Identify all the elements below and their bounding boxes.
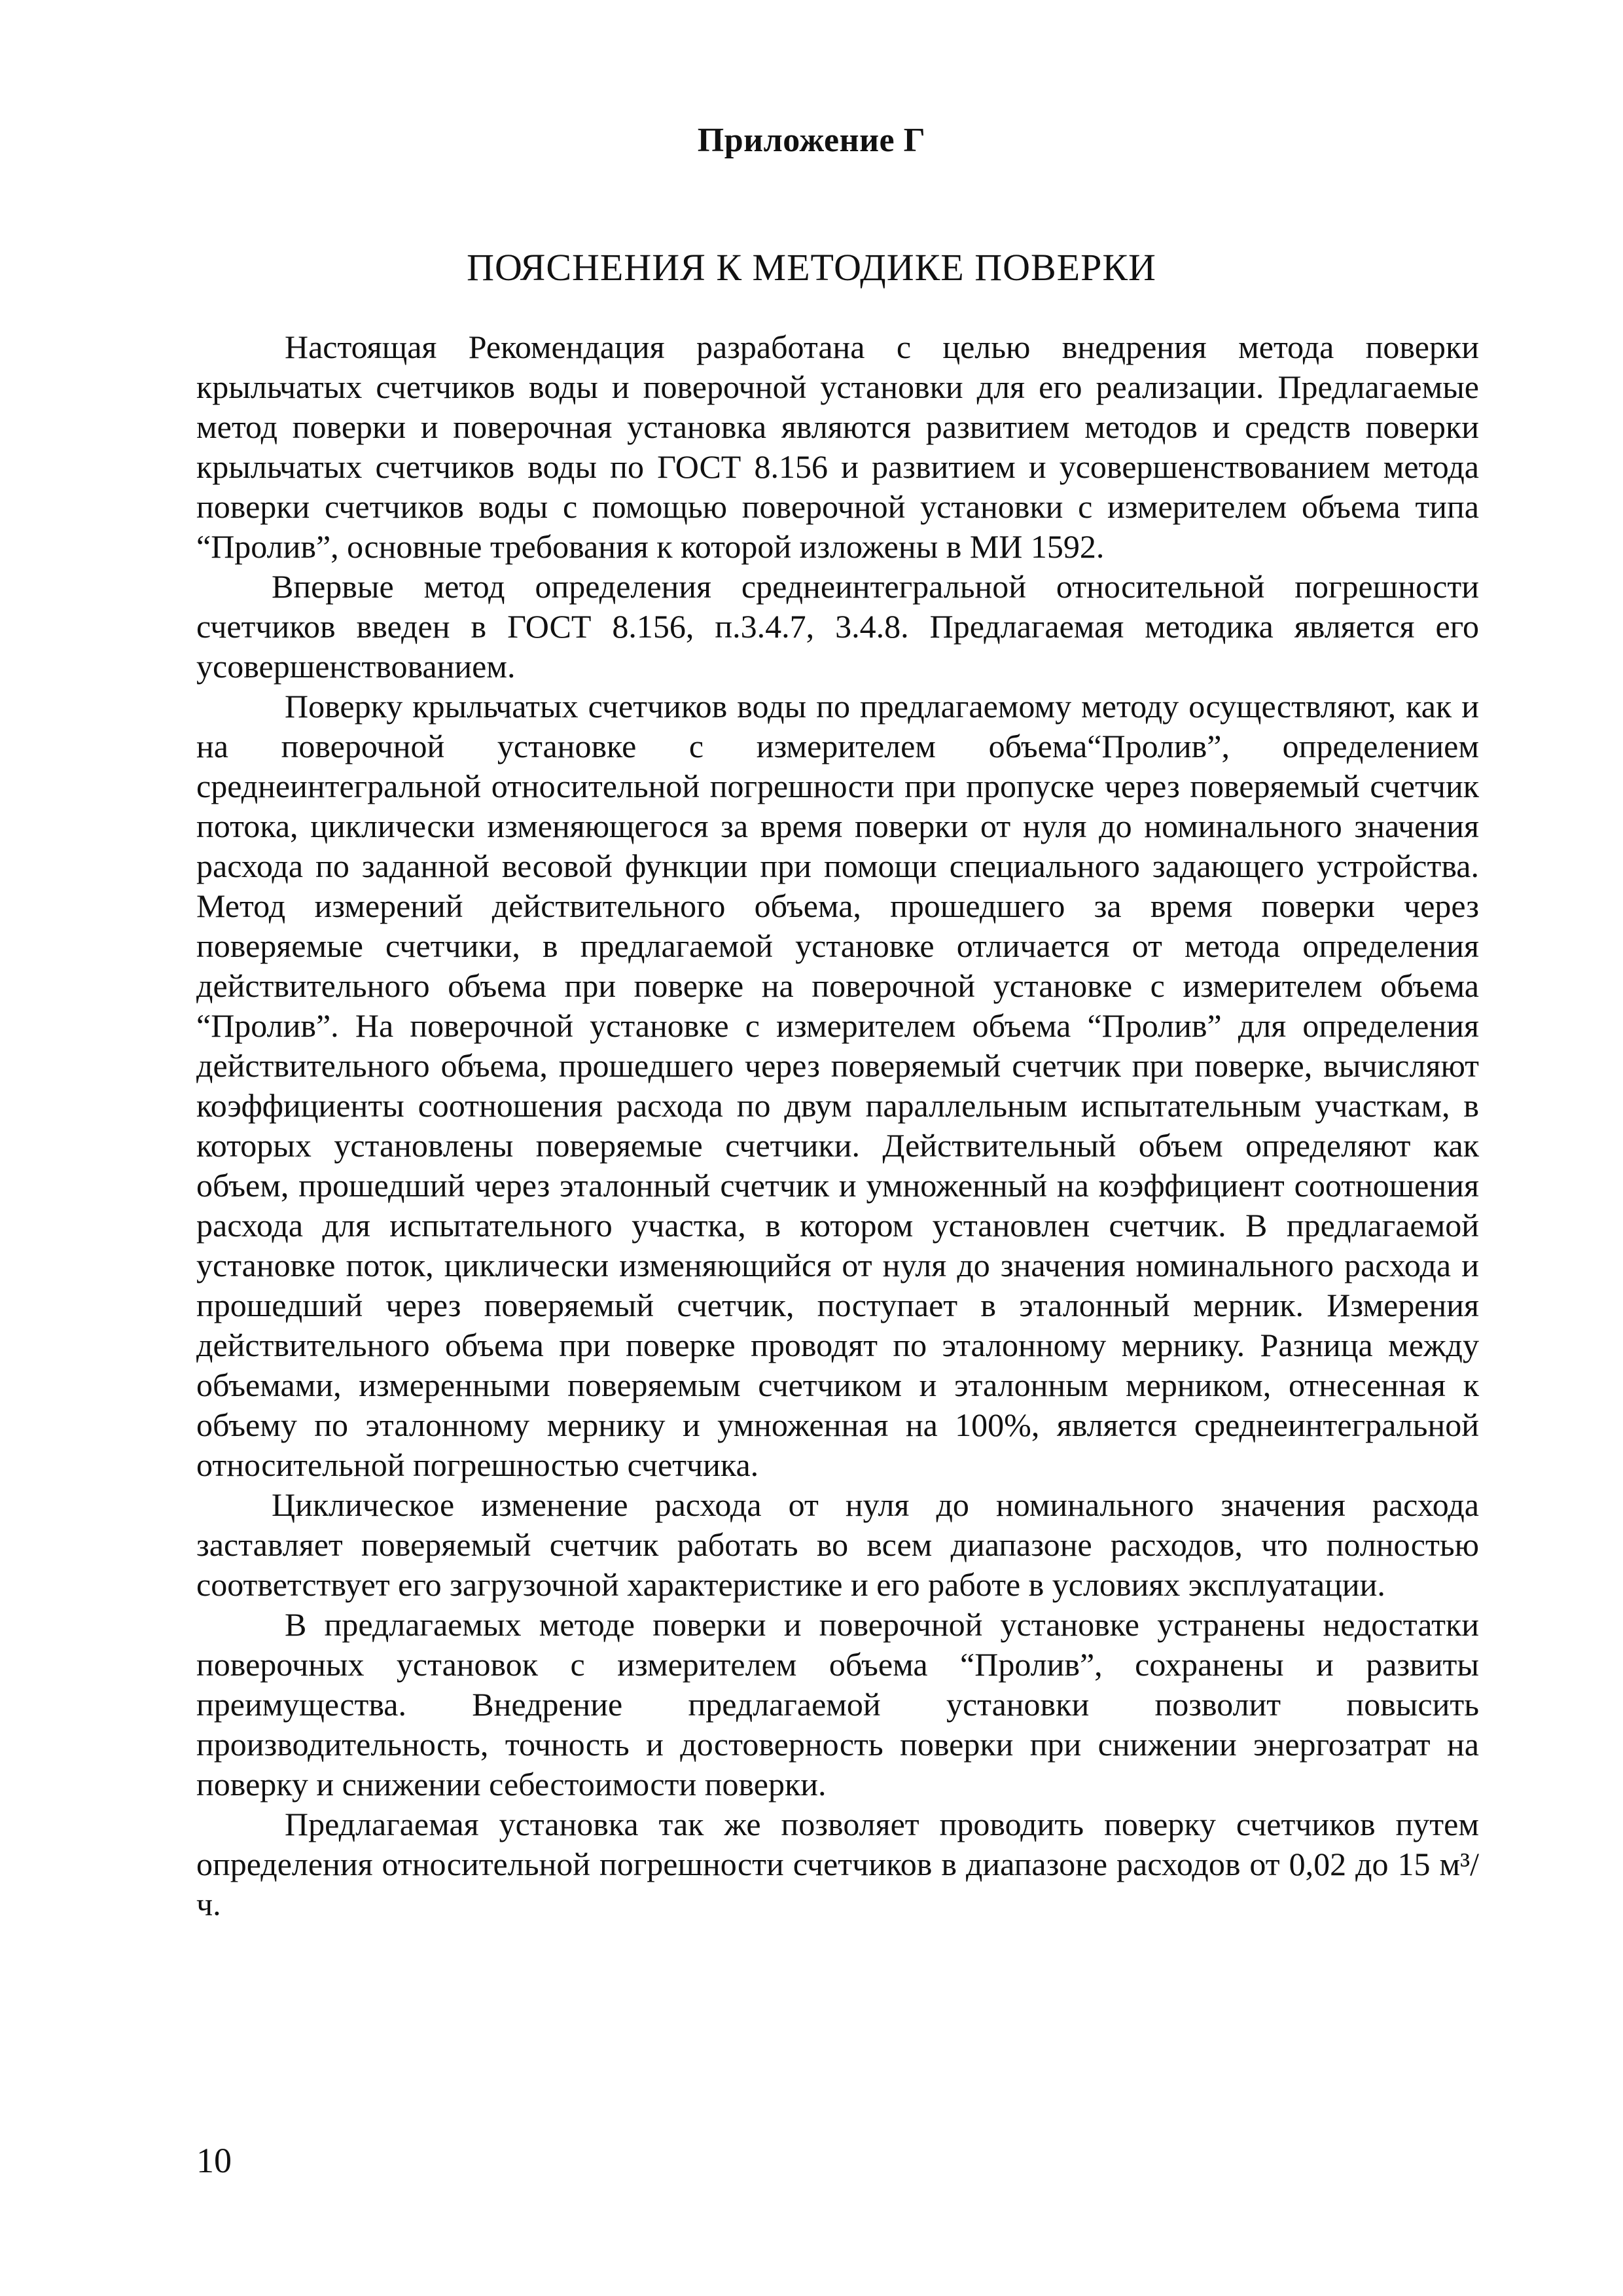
paragraph-advantages: В предлагаемых методе поверки и поверочной установке устранены недостатки поверочных установок с измерителем объема “Пролив”, сохранены и развиты преимущества. Внедрение предлагаемой установки позволит повысить производительность, точность и достоверность поверки при снижении энергозатрат на поверку и снижении себестоимости поверки.: [196, 1606, 1479, 1803]
paragraph-flow-range: Предлагаемая установка так же позволяет проводить поверку счетчиков путем определения относительной погрешности счетчиков в диапазоне расходов от 0,02 до 15 м³/ч.: [196, 1806, 1479, 1922]
paragraph-intro: Настоящая Рекомендация разработана с целью внедрения метода поверки крыльчатых счетчиков воды и поверочной установки для его реализации. Предлагаемые метод поверки и поверочная установка являются развитием методов и средств поверки крыльчатых счетчиков воды по ГОСТ 8.156 и развитием и усовершенствованием метода поверки счетчиков воды с помощью поверочной установки с измерителем объема типа “Пролив”, основные требования к которой изложены в МИ 1592.: [196, 329, 1479, 565]
body-text: [196, 327, 1479, 1924]
paragraph-verification-method: Поверку крыльчатых счетчиков воды по предлагаемому методу осуществляют, как и на поверочной установке с измерителем объема“Пролив”, определением среднеинтегральной относительной погрешности при пропуске через поверяемый счетчик потока, циклически изменяющегося за время поверки от нуля до номинального значения расхода по заданной весовой функции при помощи специального задающего устройства. Метод измерений действительного объема, прошедшего за время поверки через поверяемые счетчики, в предлагаемой установке отличается от метода определения действительного объема при поверке на поверочной установке с измерителем объема “Пролив”. На поверочной установке с измерителем объема “Пролив” для определения действительного объема, прошедшего через поверяемый счетчик при поверке, вычисляют коэффициенты соотношения расхода по двум параллельным испытательным участкам, в которых установлены поверяемые счетчики. Действительный объем определяют как объем, прошедший через эталонный счетчик и умноженный на коэффициент соотношения расхода для испытательного участка, в котором установлен счетчик. В предлагаемой установке поток, циклически изменяющийся от нуля до значения номинального расхода и прошедший через поверяемый счетчик, поступает в эталонный мерник. Измерения действительного объема при поверке проводят по эталонному мернику. Разница между объемами, измеренными поверяемым счетчиком и эталонным мерником, отнесенная к объему по эталонному мернику и умноженная на 100%, является среднеинтегральной относительной погрешностью счетчика.: [196, 688, 1479, 1483]
appendix-label: Приложение Г: [697, 122, 926, 159]
page-number: 10: [196, 2141, 232, 2180]
paragraph-cyclic-flow: Циклическое изменение расхода от нуля до номинального значения расхода заставляет поверяемый счетчик работать во всем диапазоне расходов, что полностью соответствует его загрузочной характеристике и его работе в условиях эксплуатации.: [196, 1486, 1479, 1603]
paragraph-first-method: Впервые метод определения среднеинтегральной относительной погрешности счетчиков введен в ГОСТ 8.156, п.3.4.7, 3.4.8. Предлагаемая методика является его усовершенствованием.: [196, 568, 1479, 685]
page-title: ПОЯСНЕНИЯ К МЕТОДИКЕ ПОВЕРКИ: [467, 246, 1156, 289]
